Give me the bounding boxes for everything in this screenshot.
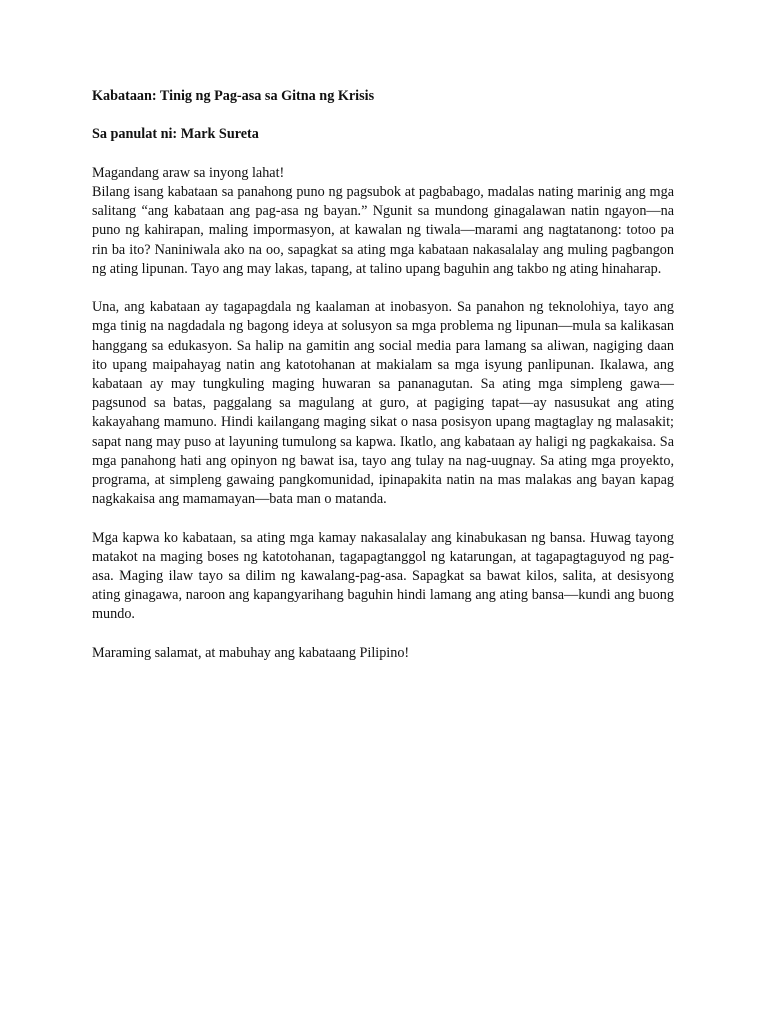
paragraph-appeal: Mga kapwa ko kabataan, sa ating mga kamay nakasalalay ang kinabukasan ng bansa. Huwag tayong matakot na maging boses ng katotohanan, tagapagtanggol ng katarungan, at tagapagtaguyod ng pag-asa. Maging ilaw tayo sa dilim ng kawalang-pag-asa. Sapagkat sa bawat kilos, salita, at desisyong ating ginagawa, naroon ang kapangyarihang baguhin hindi lamang ang ating bansa—kundi ang buong mundo. — [92, 529, 674, 623]
paragraph-intro: Bilang isang kabataan sa panahong puno ng pagsubok at pagbabago, madalas nating marinig ang mga salitang “ang kabataan ang pag-asa ng bayan.” Ngunit sa mundong ginagalawan natin ngayon—na puno ng kahirapan, maling impormasyon, at kawalan ng tiwala—marami ang nagtatanong: totoo pa rin ba ito? Naniniwala ako na oo, sapagkat sa ating mga kabataan nakasalalay ang muling pagbangon ng ating lipunan. Tayo ang may lakas, tapang, at talino upang baguhin ang takbo ng ating hinaharap. — [92, 183, 674, 277]
document-author: Sa panulat ni: Mark Sureta — [92, 126, 259, 143]
closing-line: Maraming salamat, at mabuhay ang kabataang Pilipino! — [92, 644, 410, 661]
paragraph-body: Una, ang kabataan ay tagapagdala ng kaalaman at inobasyon. Sa panahon ng teknolohiya, tayo ang mga tinig na nagdadala ng bagong ideya at solusyon sa mga problema ng lipunan—mula sa kalikasan hanggang sa edukasyon. Sa halip na gamitin ang social media para lamang sa aliwan, nagiging daan ito upang maipahayag natin ang katotohanan at makialam sa mga isyung panlipunan. Ikalawa, ang kabataan ay may tungkuling maging huwaran sa pananagutan. Sa ating mga simpleng gawa—pagsunod sa batas, paggalang sa magulang at guro, at pagiging tapat—ay nasusukat ang ating kakayahang mamuno. Hindi kailangang maging sikat o nasa posisyon upang magtaglay ng malasakit; sapat nang may puso at layuning tumulong sa kapwa. Ikatlo, ang kabataan ay haligi ng pagkakaisa. Sa mga panahong hati ang opinyon ng bawat isa, tayo ang tulay na nag-uugnay. Sa ating mga proyekto, programa, at simpleng gawaing pangkomunidad, ipinapakita natin na mas malakas ang bayan kapag nagkakaisa ang mamamayan—bata man o matanda. — [92, 299, 674, 508]
document-page — [92, 87, 674, 663]
document-title: Kabataan: Tinig ng Pag-asa sa Gitna ng Krisis — [92, 88, 375, 104]
greeting-line: Magandang araw sa inyong lahat! — [92, 164, 285, 181]
